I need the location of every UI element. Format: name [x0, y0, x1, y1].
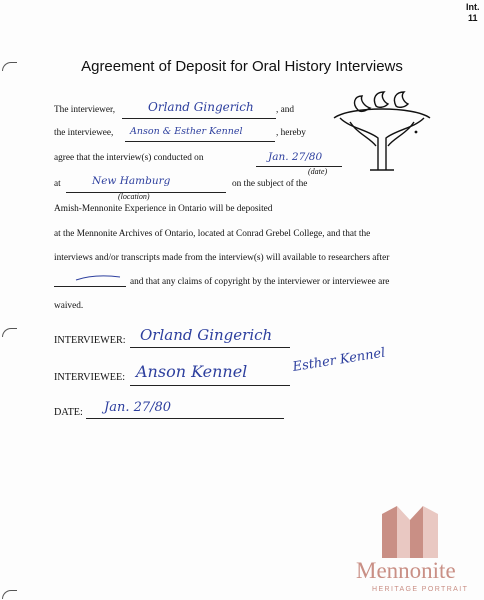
agree-text: agree that the interview(s) conducted on [54, 153, 204, 163]
availability-pen-stroke [74, 274, 122, 282]
paragraph-line-8: and that any claims of copyright by the interviewer or interviewee are [130, 277, 390, 287]
at-text: at [54, 179, 61, 189]
date-signature-line [86, 418, 284, 419]
availability-line [54, 286, 126, 287]
interviewer-name-line [122, 118, 276, 119]
interviewee-signature-second: Esther Kennel [291, 345, 387, 375]
interviewer-signature-line [130, 347, 290, 348]
paragraph-line-9: waived. [54, 301, 84, 311]
date-signature-label: DATE: [54, 407, 83, 418]
stamp-line-2: 11 [467, 13, 478, 23]
date-line [256, 166, 342, 167]
location-handwritten: New Hamburg [92, 175, 171, 187]
interviewee-signature-label: INTERVIEWEE: [54, 372, 126, 383]
interviewee-names-handwritten: Anson & Esther Kennel [130, 126, 243, 137]
margin-mark-bottom [2, 590, 17, 599]
interviewee-signature-line [130, 385, 290, 386]
mennonite-heritage-logo-icon [380, 504, 440, 560]
paragraph-line-5: Amish-Mennonite Experience in Ontario will be deposited [54, 204, 273, 214]
paragraph-line-6: at the Mennonite Archives of Ontario, located at Conrad Grebel College, and that the [54, 229, 371, 239]
interview-date-handwritten: Jan. 27/80 [268, 151, 323, 163]
interviewee-prefix: the interviewee, [54, 128, 114, 138]
stamp-line-1: Int. [466, 2, 480, 12]
interviewer-name-handwritten: Orland Gingerich [148, 100, 254, 114]
watermark-brand: Mennonite [356, 558, 456, 583]
interviewee-name-line [125, 141, 275, 142]
interviewer-signature-label: INTERVIEWER: [54, 335, 126, 346]
interviewer-prefix: The interviewer, [54, 105, 116, 115]
document-title: Agreement of Deposit for Oral History Interviews [81, 58, 403, 75]
interviewee-signature: Anson Kennel [136, 362, 248, 381]
interviewer-signature: Orland Gingerich [140, 326, 273, 344]
and-text: , and [276, 105, 295, 115]
on-subject-text: on the subject of the [232, 179, 308, 189]
date-caption: (date) [308, 167, 328, 176]
paragraph-line-7: interviews and/or transcripts made from the interview(s) will available to researchers after [54, 253, 390, 263]
location-caption: (location) [118, 192, 150, 201]
interview-number-stamp [466, 2, 480, 24]
margin-mark-middle [2, 328, 17, 337]
watermark-tagline: HERITAGE PORTRAIT [372, 586, 469, 593]
hereby-text: , hereby [276, 128, 306, 138]
signed-date-handwritten: Jan. 27/80 [104, 400, 172, 415]
mennonite-tree-logo-icon [330, 88, 434, 174]
